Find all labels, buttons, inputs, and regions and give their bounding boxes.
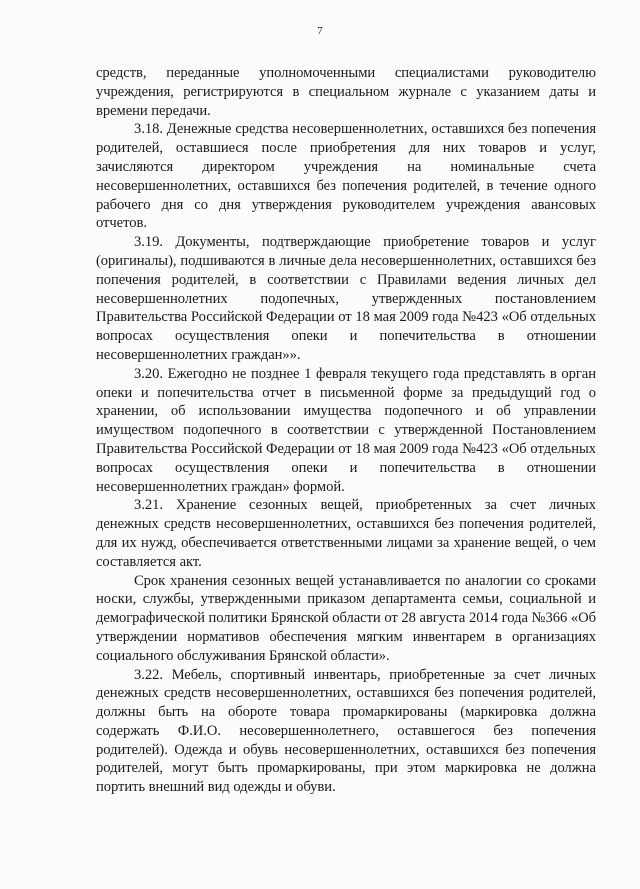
document-body [96, 64, 596, 797]
paragraph-storage-term: Срок хранения сезонных вещей устанавливается по аналогии со сроками носки, службы, утвержденными приказом департамента семьи, социальной и демографической политики Брянской области от 28 августа 2014 года №366 «Об утверждении нормативов обеспечения мягким инвентарем в организациях социального обслуживания Брянской области». [96, 572, 596, 664]
paragraph-3-21: 3.21. Хранение сезонных вещей, приобретенных за счет личных денежных средств несовершеннолетних, оставшихся без попечения родителей, для их нужд, обеспечивается ответственными лицами за хранение вещей, о чем составляется акт. [96, 497, 596, 570]
paragraph-3-18: 3.18. Денежные средства несовершеннолетних, оставшихся без попечения родителей, оставшиеся после приобретения для них товаров и услуг, зачисляются директором учреждения на номинальные счета несовершеннолетних, оставшихся без попечения родителей, в течение одного рабочего дня со дня утверждения руководителем учреждения авансовых отчетов. [96, 121, 596, 232]
paragraph-3-19: 3.19. Документы, подтверждающие приобретение товаров и услуг (оригиналы), подшиваются в личные дела несовершеннолетних, оставшихся без попечения родителей, в соответствии с Правилами ведения личных дел несовершеннолетних подопечных, утвержденных постановлением Правительства Российской Федерации от 18 мая 2009 года №423 «Об отдельных вопросах осуществления опеки и попечительства в отношении несовершеннолетних граждан»». [96, 234, 596, 363]
paragraph-continuation: средств, переданные уполномоченными специалистами руководителю учреждения, регистрируются в специальном журнале с указанием даты и времени передачи. [96, 65, 596, 119]
page-number: 7 [317, 25, 323, 37]
paragraph-3-20: 3.20. Ежегодно не позднее 1 февраля текущего года представлять в орган опеки и попечительства отчет в письменной форме за предыдущий год о хранении, об использовании имущества подопечного и об управлении имуществом подопечного в соответствии с утвержденной Постановлением Правительства Российской Федерации от 18 мая 2009 года №423 «Об отдельных вопросах осуществления опеки и попечительства в отношении несовершеннолетних граждан» формой. [96, 365, 596, 495]
paragraph-3-22: 3.22. Мебель, спортивный инвентарь, приобретенные за счет личных денежных средств несовершеннолетних, оставшихся без попечения родителей, должны быть на обороте товара промаркированы (маркировка должна содержать Ф.И.О. несовершеннолетнего, оставшегося без попечения родителей). Одежда и обувь несовершеннолетних, оставшихся без попечения родителей, могут быть промаркированы, при этом маркировка не должна портить внешний вид одежды и обуви. [96, 666, 596, 796]
